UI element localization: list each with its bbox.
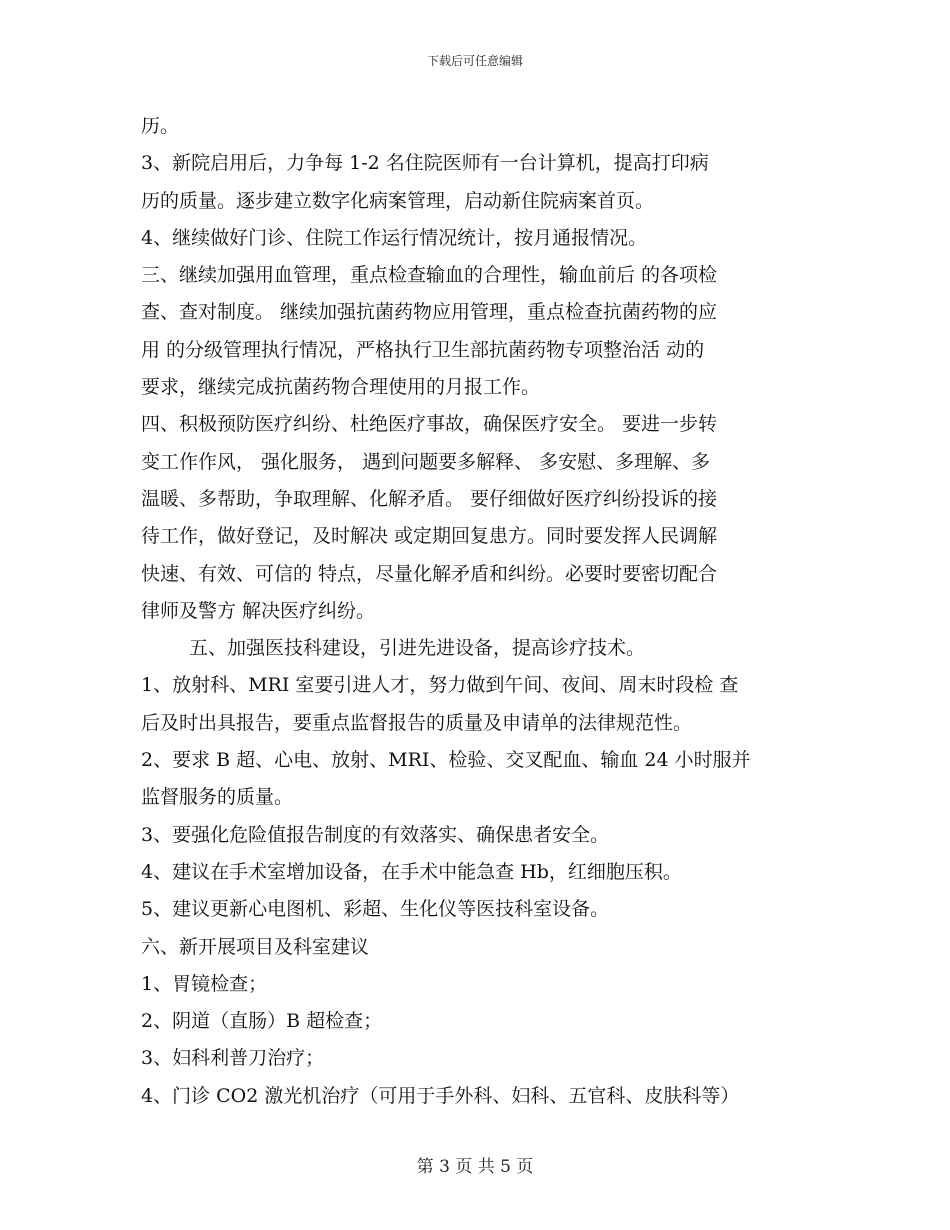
text-line: 4、继续做好门诊、住院工作运行情况统计，按月通报情况。 <box>141 226 648 249</box>
list-item: 1、胃镜检查； <box>141 972 268 995</box>
text-line: 快速、有效、可信的 特点，尽量化解矛盾和纠纷。必要时要密切配合 <box>141 562 718 585</box>
text-line: 历的质量。逐步建立数字化病案管理，启动新住院病案首页。 <box>141 189 655 212</box>
text-line: 要求，继续完成抗菌药物合理使用的月报工作。 <box>141 376 541 399</box>
section-heading: 五、加强医技科建设，引进先进设备，提高诊疗技术。 <box>189 637 646 660</box>
page-header: 下载后可任意编辑 <box>426 54 523 68</box>
text-line: 后及时出具报告，要重点监督报告的质量及申请单的法律规范性。 <box>141 711 693 734</box>
text-line: 4、建议在手术室增加设备，在手术中能急查 Hb，红细胞压积。 <box>141 860 682 883</box>
text-line: 2、要求 B 超、心电、放射、MRI、检验、交叉配血、输血 24 小时服并 <box>141 749 751 772</box>
section-heading: 六、新开展项目及科室建议 <box>141 935 370 958</box>
text-line: 律师及警方 解决医疗纠纷。 <box>141 599 376 622</box>
document-body <box>141 108 821 1115</box>
text-line: 1、放射科、MRI 室要引进人才，努力做到午间、夜间、周末时段检 查 <box>141 674 739 697</box>
text-line: 四、积极预防医疗纠纷、杜绝医疗事故，确保医疗安全。 要进一步转 <box>141 413 718 436</box>
text-line: 用 的分级管理执行情况，严格执行卫生部抗菌药物专项整治活 动的 <box>141 338 705 361</box>
page-number: 第 3 页 共 5 页 <box>416 1157 534 1177</box>
text-line: 三、继续加强用血管理，重点检查输血的合理性，输血前后 的各项检 <box>141 264 718 287</box>
text-line: 3、新院启用后，力争每 1-2 名住院医师有一台计算机，提高打印病 <box>141 152 709 175</box>
text-line: 待工作，做好登记，及时解决 或定期回复患方。同时要发挥人民调解 <box>141 525 718 548</box>
text-line: 监督服务的质量。 <box>141 786 294 809</box>
text-line: 3、要强化危险值报告制度的有效落实、确保患者安全。 <box>141 823 610 846</box>
text-line: 温暖、多帮助，争取理解、化解矛盾。 要仔细做好医疗纠纷投诉的接 <box>141 487 718 510</box>
list-item: 4、门诊 CO2 激光机治疗（可用于手外科、妇科、五官科、皮肤科等） <box>141 1084 740 1107</box>
text-line: 5、建议更新心电图机、彩超、生化仪等医技科室设备。 <box>141 898 610 921</box>
text-line: 变工作作风， 强化服务， 遇到问题要多解释、 多安慰、多理解、多 <box>141 450 711 473</box>
list-item: 2、阴道（直肠）B 超检查； <box>141 1010 383 1033</box>
list-item: 3、妇科利普刀治疗； <box>141 1047 325 1070</box>
text-line: 查、查对制度。 继续加强抗菌药物应用管理，重点检查抗菌药物的应 <box>141 301 718 324</box>
text-line: 历。 <box>141 115 180 137</box>
